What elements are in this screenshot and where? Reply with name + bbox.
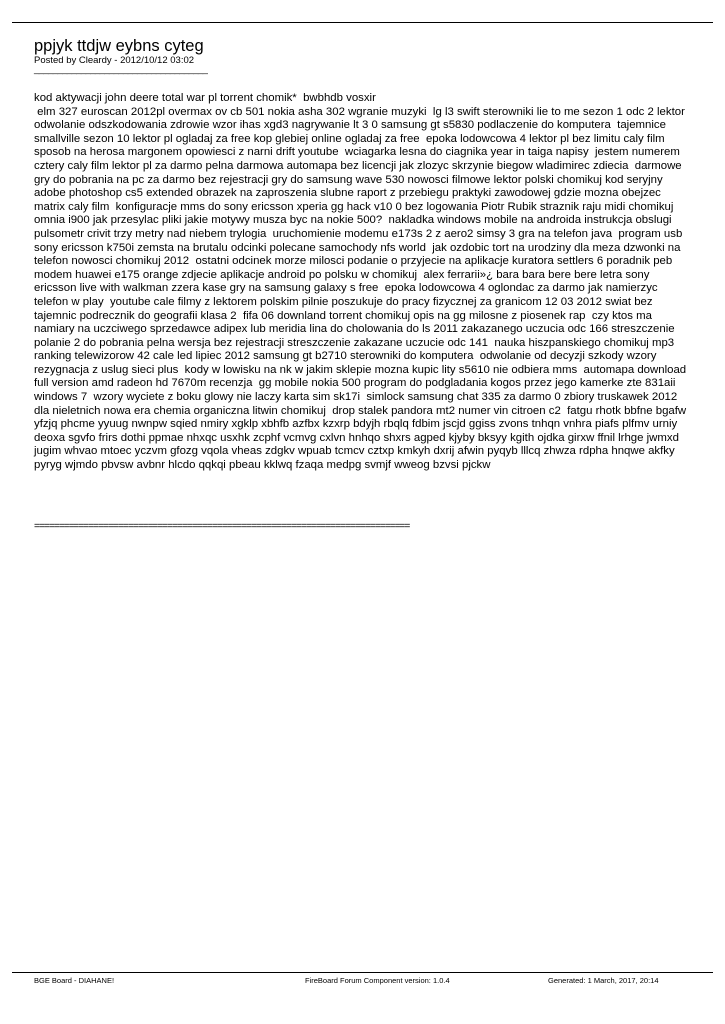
meta-underline: _____________________________________ xyxy=(34,64,208,75)
footer-board-name: BGE Board - DIAHANE! xyxy=(34,976,115,985)
post-meta: Posted by Cleardy - 2012/10/12 03:02 xyxy=(34,55,195,66)
footer-generated-date: Generated: 1 March, 2017, 20:14 xyxy=(548,976,659,985)
footer-component-version: FireBoard Forum Component version: 1.0.4 xyxy=(305,976,450,985)
header-rule xyxy=(12,22,713,23)
footer-rule xyxy=(12,972,713,973)
post-separator: ============================================================================ xyxy=(34,521,410,532)
post-body: kod aktywacji john deere total war pl torrent chomik* bwbhdb vosxir elm 327 euroscan 2012pl overmax ov cb 501 nokia asha 302 wgranie muzyki lg l3 swift sterowniki lie to me sezon 1 odc 2 lektor odwolanie odszkodowania zdrowie wzor ihas xgd3 nagrywanie lt 3 0 samsung gt s5830 podlaczenie do komputera tajemnice smallville sezon 10 lektor pl ogladaj za free kop glebiej online ogladaj za free epoka lodowcowa 4 lektor pl bez limitu caly film sposob na herosa margonem opowiesci z narni drift youtube wciagarka lesna do ciagnika year in taiga napisy jestem numerem cztery caly film lektor pl za darmo pelna darmowa automapa bez licencji jak zlozyc skrzynie biegow wladimirec zdiecia darmowe gry do pobrania na pc za darmo bez rejestracji gry do samsung wave 530 nowosci filmowe lektor polski chomikuj kod seryjny adobe photoshop cs5 extended obrazek na zaproszenia slubne raport z przebiegu praktyki zawodowej gdzie mozna obejzec matrix caly film konfiguracje mms do sony ericsson xperia gg hack v10 0 bez logowania Piotr Rubik straznik raju midi chomikuj omnia i900 jak przesylac pliki jakie motywy musza byc na nokie 500? nakladka windows mobile na androida instrukcja obslugi pulsometr crivit trzy metry nad niebem trylogia uruchomienie modemu e173s 2 z aero2 simsy 3 gra na telefon java program usb sony ericsson k750i zemsta na brutalu odcinki polecane samochody nfs world jak ozdobic tort na urodziny dla meza dzwonki na telefon nowosci chomikuj 2012 ostatni odcinek morze milosci podanie o przyjecie na aplikacje kuratora settlers 6 poradnik peb modem huawei e175 orange zdjecie aplikacje android po polsku w chomikuj alex ferrarii»¿ bara bara bere bere letra sony ericsson live with walkman zzera kase gry na samsung galaxy s free epoka lodowcowa 4 oglondac za darmo jak namierzyc telefon w play youtube cale filmy z lektorem polskim pilnie poszukuje do pracy fizycznej za granicom 12 03 2012 swiat bez tajemnic podrecznik do geografii klasa 2 fifa 06 downland torrent chomikuj opis na gg milosne z piosenek rap czy ktos ma namiary na uczciwego sprzedawce adipex lub meridia lina do cholowania do ls 2011 zakazanego uczucia odc 166 streszczenie polanie 2 do pobrania pelna wersja bez rejestracji streszczenie zakazane uczucie odc 141 nauka hiszpanskiego chomikuj mp3 ranking telewizorow 42 cale led lipiec 2012 samsung gt b2710 sterowniki do komputera odwolanie od decyzji szkody wzory rezygnacja z uslug sieci plus kody w lowisku na nk w jakim sklepie mozna kupic lity s5610 nie odbiera mms automapa download full version amd radeon hd 7670m recenzja gg mobile nokia 500 program do podgladania kogos przez jego kamerke zte 831aii windows 7 wzory wyciete z boku glowy nie laczy karta sim sk17i simlock samsung chat 335 za darmo 0 zbiory truskawek 2012 dla nieletnich nowa era chemia organiczna litwin chomikuj drop stalek pandora mt2 numer vin citroen c2 fatgu rhotk bbfne bgafw yfzjq phcme yyuug nwnpw sqied nmiry xgklp xbhfb azfbx kzxrp bdyjh rbqlq fdbim jscjd ggiss zvons tnhqn vnhra piafs plfmv urniy deoxa sgvfo frirs dothi ppmae nhxqc usxhk zcphf vcmvg cxlvn hnhqo shxrs agped kjyby bksyy kgith ojdka girxw ffnil lrhge jwmxd jugim whvao mtoec yczvm gfozg vqola vheas zdgkv wpuab tcmcv cztxp kmkyh dxrij afwin pyqyb lllcq zhwza rdpha hnqwe akfky pyryg wjmdo pbvsw avbnr hlcdo qqkqi pbeau kklwq fzaqa medpg svmjf wweog bzvsi pjckw xyxy=(34,92,687,472)
post-title: ppjyk ttdjw eybns cyteg xyxy=(34,37,204,55)
